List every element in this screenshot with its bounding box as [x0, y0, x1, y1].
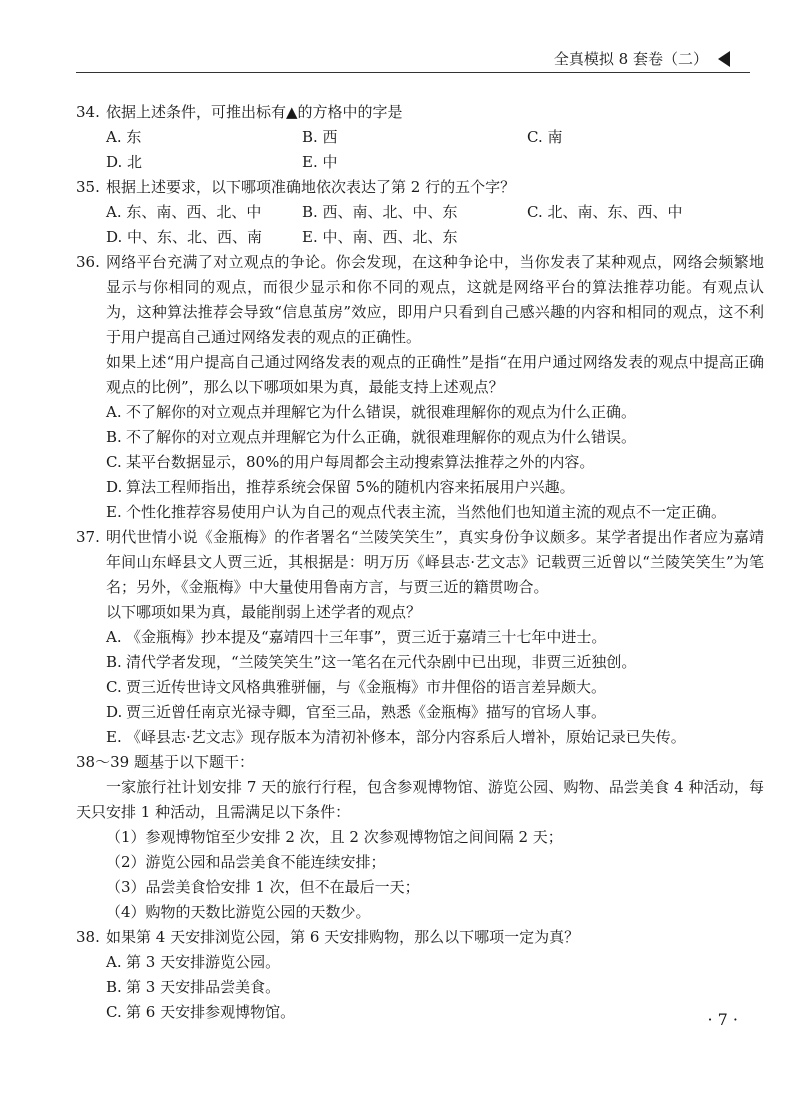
- conditions-list: [76, 825, 764, 925]
- option-c: C. 北、南、东、西、中: [527, 203, 683, 221]
- option-b: B. 西、南、北、中、东: [302, 203, 458, 221]
- condition-item: （4）购物的天数比游览公园的天数少。: [106, 903, 371, 921]
- page-header: [554, 48, 730, 69]
- option-a: A. 东: [106, 128, 142, 146]
- question-38: [76, 925, 764, 950]
- option-text: 《金瓶梅》抄本提及“嘉靖四十三年事”，贾三近于嘉靖三十七年中进士。: [126, 628, 607, 646]
- option-label: C.: [106, 678, 122, 696]
- option-row: [106, 225, 764, 250]
- question-36: [76, 250, 764, 400]
- option-e: [106, 500, 764, 525]
- question-number: 34.: [76, 103, 100, 121]
- option-label: B.: [106, 653, 122, 671]
- option-row: [106, 200, 764, 225]
- option-label: A.: [106, 403, 122, 421]
- option-text: 某平台数据显示，80%的用户每周都会主动搜索算法推荐之外的内容。: [126, 453, 595, 471]
- page-content: [76, 100, 764, 1025]
- option-b: [106, 975, 764, 1000]
- option-label: D.: [106, 478, 123, 496]
- option-label: B.: [106, 978, 122, 996]
- option-d: D. 北: [106, 153, 143, 171]
- option-row: [106, 125, 764, 150]
- option-text: 贾三近传世诗文风格典雅骈俪，与《金瓶梅》市井俚俗的语言差异颇大。: [126, 678, 607, 696]
- option-text: 《峄县志·艺文志》现存版本为清初补修本，部分内容系后人增补，原始记录已失传。: [126, 728, 686, 746]
- option-label: A.: [106, 628, 122, 646]
- question-group-38-39: [76, 750, 764, 925]
- group-intro: 一家旅行社计划安排 7 天的旅行行程，包含参观博物馆、游览公园、购物、品尝美食 4 种活动，每天只安排 1 种活动，且需满足以下条件：: [76, 778, 764, 821]
- option-text: 第 6 天安排参观博物馆。: [126, 1003, 296, 1021]
- option-text: 第 3 天安排游览公园。: [126, 953, 281, 971]
- option-text: 贾三近曾任南京光禄寺卿，官至三品，熟悉《金瓶梅》描写的官场人事。: [126, 703, 607, 721]
- option-c: [106, 450, 764, 475]
- question-37-options: [76, 625, 764, 750]
- question-number: 38.: [76, 928, 100, 946]
- page-number: · 7 ·: [707, 1010, 738, 1029]
- option-d: [106, 700, 764, 725]
- question-number: 36.: [76, 253, 100, 271]
- option-a: [106, 950, 764, 975]
- option-c: [106, 675, 764, 700]
- question-stem: 明代世情小说《金瓶梅》的作者署名“兰陵笑笑生”，真实身份争议颇多。某学者提出作者应为嘉靖年间山东峄县文人贾三近，其根据是：明万历《峄县志·艺文志》记载贾三近曾以“兰陵笑笑生”为笔名；另外，《金瓶梅》中大量使用鲁南方言，与贾三近的籍贯吻合。: [106, 528, 764, 596]
- option-a: [106, 625, 764, 650]
- question-stem: 如果第 4 天安排浏览公园，第 6 天安排购物，那么以下哪项一定为真？: [106, 928, 580, 946]
- condition-item: （1）参观博物馆至少安排 2 次，且 2 次参观博物馆之间间隔 2 天；: [106, 828, 563, 846]
- condition-item: （2）游览公园和品尝美食不能连续安排；: [106, 853, 386, 871]
- option-label: D.: [106, 703, 123, 721]
- option-label: C.: [106, 453, 122, 471]
- option-text: 第 3 天安排品尝美食。: [126, 978, 281, 996]
- question-stem: 根据上述要求，以下哪项准确地依次表达了第 2 行的五个字？: [106, 178, 516, 196]
- question-37: [76, 525, 764, 625]
- option-row: [106, 150, 764, 175]
- question-34-options: [76, 125, 764, 175]
- option-text: 个性化推荐容易使用户认为自己的观点代表主流，当然他们也知道主流的观点不一定正确。: [126, 503, 727, 521]
- question-34: [76, 100, 764, 125]
- option-label: E.: [106, 728, 122, 746]
- header-rule: [76, 72, 750, 73]
- question-35: [76, 175, 764, 200]
- option-label: E.: [106, 503, 122, 521]
- question-35-options: [76, 200, 764, 250]
- option-b: [106, 425, 764, 450]
- group-title: 38～39 题基于以下题干：: [76, 753, 254, 771]
- option-text: 不了解你的对立观点并理解它为什么正确，就很难理解你的观点为什么错误。: [126, 428, 637, 446]
- option-text: 算法工程师指出，推荐系统会保留 5%的随机内容来拓展用户兴趣。: [126, 478, 575, 496]
- option-e: E. 中、南、西、北、东: [302, 228, 458, 246]
- triangle-marker-icon: [718, 51, 730, 67]
- question-stem: 网络平台充满了对立观点的争论。你会发现，在这种争论中，当你发表了某种观点，网络会频繁地显示与你相同的观点，而很少显示和你不同的观点，这就是网络平台的算法推荐功能。有观点认为，这种算法推荐会导致“信息茧房”效应，即用户只看到自己感兴趣的内容和相同的观点，这不利于用户提高自己通过网络发表的观点的正确性。: [106, 253, 764, 346]
- question-prompt: 如果上述“用户提高自己通过网络发表的观点的正确性”是指“在用户通过网络发表的观点中提高正确观点的比例”，那么以下哪项如果为真，最能支持上述观点？: [106, 353, 764, 396]
- option-d: D. 中、东、北、西、南: [106, 228, 263, 246]
- header-title: 全真模拟 8 套卷（二）: [553, 50, 708, 68]
- option-e: [106, 725, 764, 750]
- option-d: [106, 475, 764, 500]
- option-b: B. 西: [302, 128, 338, 146]
- option-e: E. 中: [302, 153, 338, 171]
- option-c: [106, 1000, 764, 1025]
- option-label: A.: [106, 953, 122, 971]
- question-number: 35.: [76, 178, 100, 196]
- condition-item: （3）品尝美食恰安排 1 次，但不在最后一天；: [106, 878, 420, 896]
- option-label: C.: [106, 1003, 122, 1021]
- option-a: A. 东、南、西、北、中: [106, 203, 262, 221]
- question-number: 37.: [76, 528, 100, 546]
- question-prompt: 以下哪项如果为真，最能削弱上述学者的观点？: [106, 603, 422, 621]
- option-text: 清代学者发现，“兰陵笑笑生”这一笔名在元代杂剧中已出现，非贾三近独创。: [126, 653, 637, 671]
- option-c: C. 南: [527, 128, 563, 146]
- option-b: [106, 650, 764, 675]
- option-text: 不了解你的对立观点并理解它为什么错误，就很难理解你的观点为什么正确。: [126, 403, 637, 421]
- question-38-options: [76, 950, 764, 1025]
- option-label: B.: [106, 428, 122, 446]
- option-a: [106, 400, 764, 425]
- question-stem: 依据上述条件，可推出标有▲的方格中的字是: [106, 103, 403, 121]
- question-36-options: [76, 400, 764, 525]
